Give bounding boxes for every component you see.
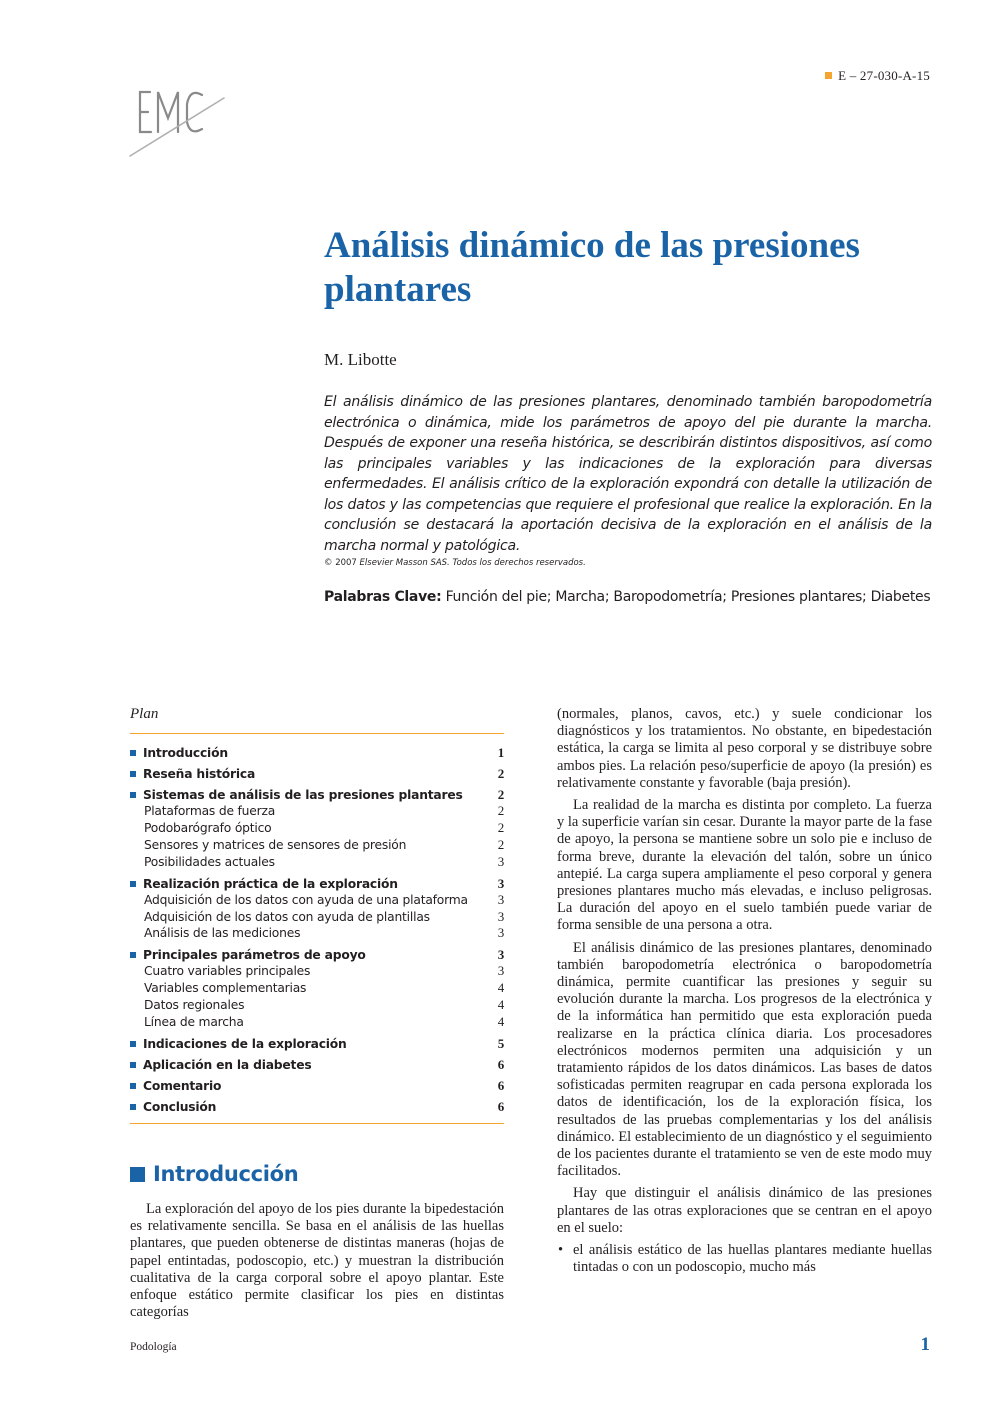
emc-logo (126, 78, 230, 160)
plan-item[interactable] (130, 1036, 504, 1052)
author-name: M. Libotte (324, 350, 397, 369)
plan-item-label: Indicaciones de la exploración (130, 1036, 347, 1052)
blue-square-icon (130, 1167, 145, 1182)
plan-item-label: Sensores y matrices de sensores de presión (144, 837, 407, 852)
plan-item[interactable] (130, 837, 504, 854)
plan-item-label: Variables complementarias (144, 981, 307, 996)
plan-item[interactable] (130, 947, 504, 963)
plan-item-page: 3 (497, 875, 504, 891)
plan-item[interactable] (130, 980, 504, 997)
plan-item-label: Posibilidades actuales (144, 854, 275, 869)
plan-box (130, 706, 504, 1124)
paragraph: (normales, planos, cavos, etc.) y suele condicionar los diagnósticos y los tratamientos. No obstante, en bipedestación estática, la carga se limita al peso corporal y se distribuye sobre ambos pies. La relación peso/superficie de apoyo (la presión) es relativamente constante y favorable (baja presión). (557, 706, 932, 791)
plan-item-page: 5 (497, 1035, 504, 1051)
plan-item[interactable] (130, 1078, 504, 1094)
plan-item-label: Realización práctica de la exploración (130, 876, 398, 892)
orange-square-icon (825, 72, 832, 79)
plan-item-page: 6 (497, 1056, 504, 1072)
plan-item-label: Adquisición de los datos con ayuda de plantillas (144, 909, 430, 924)
plan-item-page: 2 (497, 836, 504, 852)
plan-item-label: Línea de marcha (144, 1015, 244, 1030)
plan-item-label: Introducción (130, 745, 228, 761)
plan-item[interactable] (130, 1099, 504, 1115)
plan-item-page: 3 (497, 925, 504, 941)
paragraph: La exploración del apoyo de los pies durante la bipedestación es relativamente sencilla. Se basa en el análisis de las huellas plantares, que pueden obtenerse de distintas maneras (hojas de papel entintadas, podoscopio, etc.) y muestran la distribución cualitativa de la carga corporal sobre el apoyo plantar. Este enfoque estático permite clasificar los pies en distintas categorías (130, 1201, 504, 1321)
plan-item-label: Adquisición de los datos con ayuda de una plataforma (144, 892, 468, 907)
plan-item-page: 3 (497, 853, 504, 869)
left-column-text (130, 1201, 504, 1326)
plan-item-label: Datos regionales (144, 998, 245, 1013)
plan-item-page: 4 (497, 1014, 504, 1030)
plan-item[interactable] (130, 997, 504, 1014)
section-heading-introduccion: Introducción (130, 1162, 298, 1186)
plan-item-page: 3 (497, 963, 504, 979)
plan-item-label: Plataformas de fuerza (144, 804, 276, 818)
plan-item[interactable] (130, 787, 504, 803)
plan-item-page: 4 (497, 980, 504, 996)
plan-item[interactable] (130, 803, 504, 820)
plan-item-page: 2 (497, 787, 504, 802)
article-title: Análisis dinámico de las presiones plantares (324, 225, 860, 310)
plan-item[interactable] (130, 745, 504, 761)
page-number: 1 (920, 1334, 930, 1355)
plan-item-page: 4 (497, 997, 504, 1013)
journal-name: Podología (130, 1341, 177, 1353)
paragraph: La realidad de la marcha es distinta por completo. La fuerza y la superficie varían sin cesar. Durante la mayor parte de la fase de apoyo, la persona se mantiene sobre un solo pie e incluso de forma breve, durante la elevación del talón, sobre un único antepié. La carga supera ampliamente el peso corporal y genera presiones plantares mucho más elevadas, e incluso peligrosas. La duración del apoyo en el suelo también puede variar de forma sensible de una persona a otra. (557, 797, 932, 934)
copyright-notice: © 2007 Elsevier Masson SAS. Todos los derechos reservados. (324, 558, 586, 568)
article-reference: E – 27-030-A-15 (825, 68, 930, 84)
list-item: • el análisis estático de las huellas plantares mediante huellas tintadas o con un podoscopio, mucho más (557, 1242, 932, 1276)
plan-item-label: Análisis de las mediciones (144, 926, 301, 941)
right-column-text (557, 706, 932, 1277)
plan-item-label: Conclusión (130, 1099, 216, 1115)
plan-item[interactable] (130, 1057, 504, 1073)
plan-item[interactable] (130, 1014, 504, 1031)
plan-item-label: Aplicación en la diabetes (130, 1057, 312, 1073)
plan-item[interactable] (130, 909, 504, 926)
abstract: El análisis dinámico de las presiones plantares, denominado también baropodometría electrónica o dinámica, mide los parámetros de apoyo del pie durante la marcha. Después de exponer una reseña histórica, se describirán distintos dispositivos, así como las principales variables y las indicaciones de la exploración para diversas enfermedades. El análisis crítico de la exploración expondrá con detalle la utilización de los datos y las competencias que requiere el profesional que realice la exploración. En la conclusión se destacará la aportación decisiva de la exploración en el análisis de la marcha normal y patológica. (324, 394, 932, 554)
keywords: Palabras Clave: Función del pie; Marcha; Baropodometría; Presiones plantares; Diabetes (324, 589, 931, 605)
plan-item[interactable] (130, 892, 504, 909)
plan-item[interactable] (130, 963, 504, 980)
plan-item-label: Sistemas de análisis de las presiones plantares (130, 787, 463, 803)
plan-title: Plan (130, 706, 504, 734)
plan-item-page: 6 (497, 1077, 504, 1093)
plan-item-page: 3 (497, 891, 504, 907)
plan-list (130, 734, 504, 1124)
paragraph: El análisis dinámico de las presiones plantares, denominado también baropodometría electrónica o baropodometría dinámica, permite cuantificar las presiones y seguir su evolución durante la marcha. Los progresos de la electrónica y de la informática han permitido que esta exploración pueda realizarse en la práctica clínica diaria. Los procesadores electrónicos modernos permiten una adquisición y un tratamiento rápidos de los datos dinámicos. Las bases de datos sofisticadas permiten reagrupar en cada persona explorada los datos de identificación, los de la exploración física, los resultados de las pruebas complementarias y los del análisis dinámico. El establecimiento de un diagnóstico y el seguimiento de los pacientes durante el tratamiento se ven de este modo muy facilitados. (557, 939, 932, 1180)
paragraph: Hay que distinguir el análisis dinámico de las presiones plantares de las otras exploraciones que se centran en el apoyo en el suelo: (557, 1185, 932, 1236)
plan-item-page: 6 (497, 1098, 504, 1114)
plan-item-page: 3 (497, 908, 504, 924)
plan-item-label: Principales parámetros de apoyo (130, 947, 366, 963)
plan-item-page: 3 (497, 947, 504, 963)
plan-item-page: 1 (497, 745, 504, 760)
plan-item-label: Comentario (130, 1078, 221, 1094)
plan-item[interactable] (130, 876, 504, 892)
plan-item[interactable] (130, 925, 504, 942)
plan-item-label: Podobarógrafo óptico (144, 820, 272, 835)
plan-item-page: 2 (497, 803, 504, 818)
plan-item[interactable] (130, 854, 504, 871)
plan-item-label: Cuatro variables principales (144, 964, 311, 979)
plan-item-label: Reseña histórica (130, 766, 255, 782)
plan-item[interactable] (130, 820, 504, 837)
plan-item-page: 2 (497, 766, 504, 781)
plan-item-page: 2 (497, 819, 504, 835)
plan-item[interactable] (130, 766, 504, 782)
